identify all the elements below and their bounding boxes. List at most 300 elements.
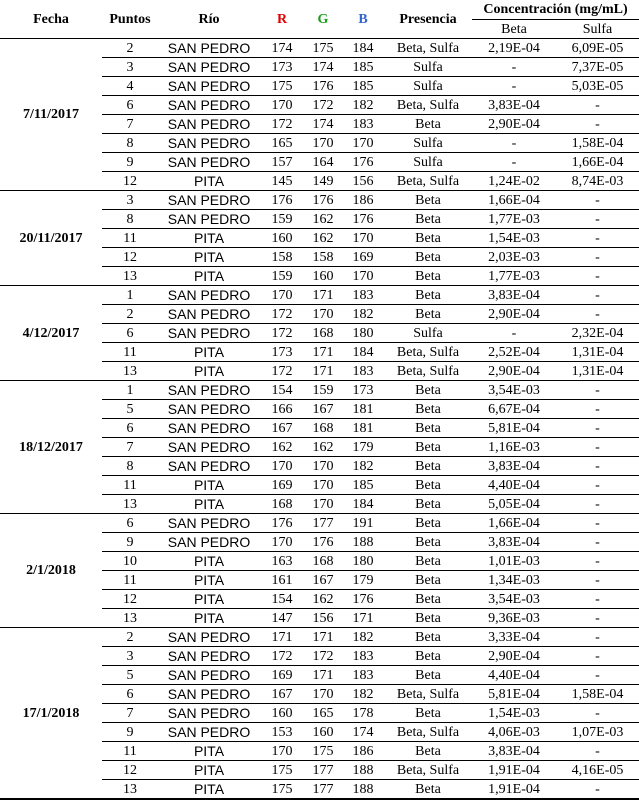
cell-sulfa: -: [556, 286, 639, 305]
cell-sulfa: -: [556, 704, 639, 723]
cell-beta: 2,52E-04: [472, 343, 556, 362]
cell-g: 159: [304, 381, 342, 400]
cell-rio: SAN PEDRO: [158, 704, 260, 723]
fecha-cell: 7/11/2017: [0, 39, 102, 191]
cell-b: 169: [342, 248, 384, 267]
cell-rio: SAN PEDRO: [158, 419, 260, 438]
cell-g: 170: [304, 685, 342, 704]
fecha-cell: 18/12/2017: [0, 381, 102, 514]
cell-presencia: Beta: [384, 628, 472, 647]
cell-presencia: Beta, Sulfa: [384, 172, 472, 191]
cell-puntos: 6: [102, 419, 158, 438]
cell-r: 159: [260, 210, 304, 229]
cell-b: 170: [342, 229, 384, 248]
cell-r: 169: [260, 476, 304, 495]
header-puntos: Puntos: [102, 0, 158, 39]
cell-b: 188: [342, 780, 384, 800]
header-r: R: [260, 0, 304, 39]
cell-b: 181: [342, 419, 384, 438]
cell-r: 172: [260, 647, 304, 666]
cell-rio: SAN PEDRO: [158, 533, 260, 552]
cell-rio: SAN PEDRO: [158, 628, 260, 647]
fecha-cell: 17/1/2018: [0, 628, 102, 800]
table-header: [0, 0, 639, 39]
cell-puntos: 3: [102, 191, 158, 210]
cell-puntos: 13: [102, 495, 158, 514]
cell-sulfa: 1,58E-04: [556, 685, 639, 704]
cell-beta: -: [472, 58, 556, 77]
cell-b: 171: [342, 609, 384, 628]
cell-sulfa: -: [556, 780, 639, 800]
cell-r: 167: [260, 419, 304, 438]
cell-r: 162: [260, 438, 304, 457]
cell-g: 162: [304, 438, 342, 457]
cell-puntos: 13: [102, 609, 158, 628]
cell-puntos: 9: [102, 533, 158, 552]
cell-puntos: 10: [102, 552, 158, 571]
cell-g: 176: [304, 191, 342, 210]
cell-puntos: 13: [102, 267, 158, 286]
cell-g: 158: [304, 248, 342, 267]
cell-sulfa: 1,07E-03: [556, 723, 639, 742]
cell-presencia: Beta, Sulfa: [384, 761, 472, 780]
cell-g: 168: [304, 419, 342, 438]
cell-g: 175: [304, 39, 342, 58]
cell-presencia: Beta, Sulfa: [384, 723, 472, 742]
cell-sulfa: -: [556, 305, 639, 324]
cell-b: 185: [342, 58, 384, 77]
cell-r: 171: [260, 628, 304, 647]
cell-beta: 1,54E-03: [472, 229, 556, 248]
cell-presencia: Beta: [384, 704, 472, 723]
cell-presencia: Beta: [384, 533, 472, 552]
cell-puntos: 13: [102, 780, 158, 800]
cell-beta: 3,33E-04: [472, 628, 556, 647]
cell-g: 170: [304, 134, 342, 153]
cell-b: 184: [342, 343, 384, 362]
cell-puntos: 2: [102, 39, 158, 58]
cell-sulfa: -: [556, 571, 639, 590]
cell-r: 145: [260, 172, 304, 191]
cell-presencia: Beta: [384, 609, 472, 628]
cell-beta: 1,66E-04: [472, 514, 556, 533]
cell-rio: SAN PEDRO: [158, 381, 260, 400]
cell-rio: SAN PEDRO: [158, 457, 260, 476]
cell-beta: 6,67E-04: [472, 400, 556, 419]
cell-r: 160: [260, 229, 304, 248]
cell-puntos: 11: [102, 742, 158, 761]
cell-rio: PITA: [158, 780, 260, 800]
cell-g: 171: [304, 628, 342, 647]
cell-b: 180: [342, 552, 384, 571]
cell-r: 160: [260, 704, 304, 723]
cell-g: 162: [304, 210, 342, 229]
cell-g: 167: [304, 400, 342, 419]
cell-g: 171: [304, 362, 342, 381]
cell-beta: 2,19E-04: [472, 39, 556, 58]
cell-sulfa: -: [556, 609, 639, 628]
cell-b: 188: [342, 761, 384, 780]
header-presencia: Presencia: [384, 0, 472, 39]
cell-puntos: 1: [102, 286, 158, 305]
cell-r: 170: [260, 742, 304, 761]
cell-presencia: Beta: [384, 666, 472, 685]
header-beta: Beta: [472, 20, 556, 39]
cell-g: 156: [304, 609, 342, 628]
cell-puntos: 9: [102, 153, 158, 172]
cell-r: 167: [260, 685, 304, 704]
cell-b: 185: [342, 476, 384, 495]
cell-r: 174: [260, 39, 304, 58]
cell-g: 165: [304, 704, 342, 723]
cell-rio: PITA: [158, 267, 260, 286]
cell-sulfa: -: [556, 647, 639, 666]
cell-puntos: 8: [102, 457, 158, 476]
cell-puntos: 7: [102, 115, 158, 134]
cell-b: 170: [342, 134, 384, 153]
cell-puntos: 7: [102, 438, 158, 457]
cell-g: 162: [304, 590, 342, 609]
cell-rio: PITA: [158, 571, 260, 590]
cell-beta: -: [472, 324, 556, 343]
cell-puntos: 12: [102, 761, 158, 780]
header-rio: Río: [158, 0, 260, 39]
cell-beta: 1,91E-04: [472, 761, 556, 780]
cell-puntos: 12: [102, 172, 158, 191]
cell-g: 177: [304, 761, 342, 780]
cell-puntos: 13: [102, 362, 158, 381]
cell-g: 162: [304, 229, 342, 248]
cell-puntos: 2: [102, 628, 158, 647]
cell-puntos: 8: [102, 134, 158, 153]
cell-presencia: Beta: [384, 267, 472, 286]
cell-g: 172: [304, 647, 342, 666]
cell-r: 170: [260, 533, 304, 552]
cell-sulfa: 1,58E-04: [556, 134, 639, 153]
cell-rio: SAN PEDRO: [158, 305, 260, 324]
fecha-cell: 4/12/2017: [0, 286, 102, 381]
cell-presencia: Beta: [384, 495, 472, 514]
cell-r: 170: [260, 457, 304, 476]
cell-presencia: Beta: [384, 590, 472, 609]
cell-puntos: 11: [102, 476, 158, 495]
cell-sulfa: 5,03E-05: [556, 77, 639, 96]
cell-presencia: Beta: [384, 210, 472, 229]
cell-sulfa: -: [556, 628, 639, 647]
cell-beta: 4,40E-04: [472, 476, 556, 495]
cell-rio: PITA: [158, 476, 260, 495]
cell-rio: SAN PEDRO: [158, 58, 260, 77]
header-sulfa: Sulfa: [556, 20, 639, 39]
cell-r: 172: [260, 362, 304, 381]
cell-b: 183: [342, 115, 384, 134]
cell-beta: 1,91E-04: [472, 780, 556, 800]
cell-b: 170: [342, 267, 384, 286]
cell-b: 182: [342, 457, 384, 476]
cell-sulfa: -: [556, 533, 639, 552]
cell-r: 176: [260, 514, 304, 533]
cell-beta: 9,36E-03: [472, 609, 556, 628]
cell-presencia: Beta: [384, 419, 472, 438]
cell-sulfa: -: [556, 400, 639, 419]
cell-beta: 5,81E-04: [472, 685, 556, 704]
cell-g: 170: [304, 305, 342, 324]
cell-rio: SAN PEDRO: [158, 77, 260, 96]
cell-sulfa: -: [556, 229, 639, 248]
cell-beta: 2,90E-04: [472, 115, 556, 134]
cell-presencia: Beta: [384, 571, 472, 590]
cell-beta: 1,01E-03: [472, 552, 556, 571]
cell-b: 178: [342, 704, 384, 723]
cell-beta: 3,83E-04: [472, 96, 556, 115]
cell-rio: SAN PEDRO: [158, 191, 260, 210]
cell-g: 160: [304, 267, 342, 286]
cell-puntos: 5: [102, 400, 158, 419]
cell-presencia: Beta, Sulfa: [384, 362, 472, 381]
cell-puntos: 8: [102, 210, 158, 229]
cell-rio: SAN PEDRO: [158, 39, 260, 58]
cell-g: 171: [304, 286, 342, 305]
cell-b: 182: [342, 96, 384, 115]
cell-sulfa: -: [556, 419, 639, 438]
cell-b: 181: [342, 400, 384, 419]
cell-r: 175: [260, 780, 304, 800]
cell-beta: 1,34E-03: [472, 571, 556, 590]
cell-presencia: Sulfa: [384, 58, 472, 77]
cell-g: 176: [304, 77, 342, 96]
cell-presencia: Sulfa: [384, 77, 472, 96]
cell-g: 175: [304, 742, 342, 761]
cell-presencia: Beta: [384, 229, 472, 248]
cell-rio: SAN PEDRO: [158, 666, 260, 685]
cell-presencia: Sulfa: [384, 153, 472, 172]
cell-rio: PITA: [158, 590, 260, 609]
cell-b: 191: [342, 514, 384, 533]
cell-g: 171: [304, 666, 342, 685]
cell-sulfa: -: [556, 248, 639, 267]
cell-rio: SAN PEDRO: [158, 514, 260, 533]
cell-beta: 1,54E-03: [472, 704, 556, 723]
table-row: [0, 39, 639, 58]
cell-rio: PITA: [158, 229, 260, 248]
cell-rio: PITA: [158, 172, 260, 191]
cell-puntos: 9: [102, 723, 158, 742]
table-body: [0, 39, 639, 800]
cell-b: 176: [342, 210, 384, 229]
cell-presencia: Beta, Sulfa: [384, 685, 472, 704]
cell-r: 153: [260, 723, 304, 742]
cell-puntos: 11: [102, 229, 158, 248]
cell-rio: SAN PEDRO: [158, 210, 260, 229]
cell-sulfa: 2,32E-04: [556, 324, 639, 343]
cell-g: 174: [304, 115, 342, 134]
cell-r: 168: [260, 495, 304, 514]
cell-beta: 5,05E-04: [472, 495, 556, 514]
cell-puntos: 6: [102, 685, 158, 704]
cell-r: 175: [260, 77, 304, 96]
cell-g: 177: [304, 514, 342, 533]
cell-rio: SAN PEDRO: [158, 438, 260, 457]
cell-beta: 2,90E-04: [472, 647, 556, 666]
cell-rio: SAN PEDRO: [158, 96, 260, 115]
cell-r: 170: [260, 286, 304, 305]
cell-b: 179: [342, 438, 384, 457]
header-b: B: [342, 0, 384, 39]
cell-b: 183: [342, 666, 384, 685]
cell-puntos: 2: [102, 305, 158, 324]
cell-b: 183: [342, 286, 384, 305]
cell-presencia: Beta: [384, 514, 472, 533]
cell-presencia: Beta: [384, 248, 472, 267]
cell-presencia: Beta: [384, 381, 472, 400]
table-row: [0, 514, 639, 533]
header-g: G: [304, 0, 342, 39]
cell-beta: 1,77E-03: [472, 267, 556, 286]
cell-b: 184: [342, 39, 384, 58]
cell-g: 177: [304, 780, 342, 800]
table-row: [0, 286, 639, 305]
cell-r: 154: [260, 590, 304, 609]
cell-rio: PITA: [158, 343, 260, 362]
header-concentracion: Concentración (mg/mL): [472, 0, 639, 20]
cell-b: 182: [342, 305, 384, 324]
cell-r: 165: [260, 134, 304, 153]
table-row: [0, 191, 639, 210]
cell-rio: PITA: [158, 495, 260, 514]
cell-r: 169: [260, 666, 304, 685]
cell-sulfa: 6,09E-05: [556, 39, 639, 58]
cell-b: 180: [342, 324, 384, 343]
cell-presencia: Beta: [384, 115, 472, 134]
cell-sulfa: -: [556, 210, 639, 229]
cell-presencia: Beta, Sulfa: [384, 343, 472, 362]
cell-b: 185: [342, 77, 384, 96]
table-row: [0, 381, 639, 400]
cell-rio: SAN PEDRO: [158, 324, 260, 343]
cell-b: 182: [342, 685, 384, 704]
cell-rio: PITA: [158, 552, 260, 571]
cell-sulfa: -: [556, 115, 639, 134]
cell-presencia: Beta: [384, 552, 472, 571]
cell-beta: 4,06E-03: [472, 723, 556, 742]
cell-beta: 3,83E-04: [472, 457, 556, 476]
cell-beta: 1,16E-03: [472, 438, 556, 457]
cell-puntos: 1: [102, 381, 158, 400]
cell-sulfa: -: [556, 191, 639, 210]
cell-beta: 2,03E-03: [472, 248, 556, 267]
cell-sulfa: -: [556, 590, 639, 609]
cell-puntos: 6: [102, 96, 158, 115]
cell-g: 170: [304, 495, 342, 514]
cell-b: 184: [342, 495, 384, 514]
cell-beta: 1,77E-03: [472, 210, 556, 229]
cell-sulfa: 8,74E-03: [556, 172, 639, 191]
cell-rio: PITA: [158, 609, 260, 628]
cell-rio: SAN PEDRO: [158, 134, 260, 153]
cell-beta: 2,90E-04: [472, 305, 556, 324]
cell-puntos: 12: [102, 590, 158, 609]
header-fecha: Fecha: [0, 0, 102, 39]
cell-beta: -: [472, 153, 556, 172]
cell-rio: PITA: [158, 248, 260, 267]
cell-r: 161: [260, 571, 304, 590]
cell-sulfa: 1,31E-04: [556, 362, 639, 381]
cell-sulfa: -: [556, 514, 639, 533]
cell-sulfa: -: [556, 495, 639, 514]
cell-b: 176: [342, 153, 384, 172]
cell-g: 167: [304, 571, 342, 590]
cell-r: 154: [260, 381, 304, 400]
cell-r: 175: [260, 761, 304, 780]
cell-r: 163: [260, 552, 304, 571]
cell-r: 147: [260, 609, 304, 628]
cell-r: 166: [260, 400, 304, 419]
cell-puntos: 6: [102, 324, 158, 343]
cell-g: 168: [304, 324, 342, 343]
cell-beta: 3,54E-03: [472, 381, 556, 400]
cell-presencia: Beta: [384, 286, 472, 305]
cell-sulfa: -: [556, 552, 639, 571]
cell-beta: 5,81E-04: [472, 419, 556, 438]
cell-r: 173: [260, 58, 304, 77]
cell-sulfa: -: [556, 267, 639, 286]
cell-g: 170: [304, 476, 342, 495]
cell-r: 172: [260, 305, 304, 324]
cell-beta: 2,90E-04: [472, 362, 556, 381]
cell-rio: PITA: [158, 761, 260, 780]
cell-presencia: Beta: [384, 305, 472, 324]
cell-presencia: Beta, Sulfa: [384, 96, 472, 115]
cell-presencia: Beta: [384, 780, 472, 800]
cell-puntos: 6: [102, 514, 158, 533]
cell-sulfa: 7,37E-05: [556, 58, 639, 77]
cell-rio: SAN PEDRO: [158, 286, 260, 305]
cell-beta: -: [472, 77, 556, 96]
cell-r: 172: [260, 324, 304, 343]
cell-presencia: Beta: [384, 476, 472, 495]
cell-g: 174: [304, 58, 342, 77]
cell-b: 182: [342, 628, 384, 647]
cell-g: 176: [304, 533, 342, 552]
fecha-cell: 20/11/2017: [0, 191, 102, 286]
cell-rio: SAN PEDRO: [158, 153, 260, 172]
cell-puntos: 5: [102, 666, 158, 685]
cell-puntos: 4: [102, 77, 158, 96]
fecha-cell: 2/1/2018: [0, 514, 102, 628]
cell-puntos: 7: [102, 704, 158, 723]
cell-rio: SAN PEDRO: [158, 685, 260, 704]
cell-g: 171: [304, 343, 342, 362]
cell-g: 160: [304, 723, 342, 742]
table-row: [0, 628, 639, 647]
cell-r: 159: [260, 267, 304, 286]
cell-beta: 3,83E-04: [472, 533, 556, 552]
cell-presencia: Beta: [384, 742, 472, 761]
cell-beta: 4,40E-04: [472, 666, 556, 685]
cell-r: 157: [260, 153, 304, 172]
cell-g: 149: [304, 172, 342, 191]
cell-beta: 1,66E-04: [472, 191, 556, 210]
cell-presencia: Beta: [384, 191, 472, 210]
cell-r: 176: [260, 191, 304, 210]
cell-presencia: Sulfa: [384, 134, 472, 153]
cell-rio: SAN PEDRO: [158, 115, 260, 134]
cell-b: 183: [342, 362, 384, 381]
cell-b: 183: [342, 647, 384, 666]
cell-presencia: Beta, Sulfa: [384, 39, 472, 58]
cell-b: 188: [342, 533, 384, 552]
cell-sulfa: -: [556, 457, 639, 476]
